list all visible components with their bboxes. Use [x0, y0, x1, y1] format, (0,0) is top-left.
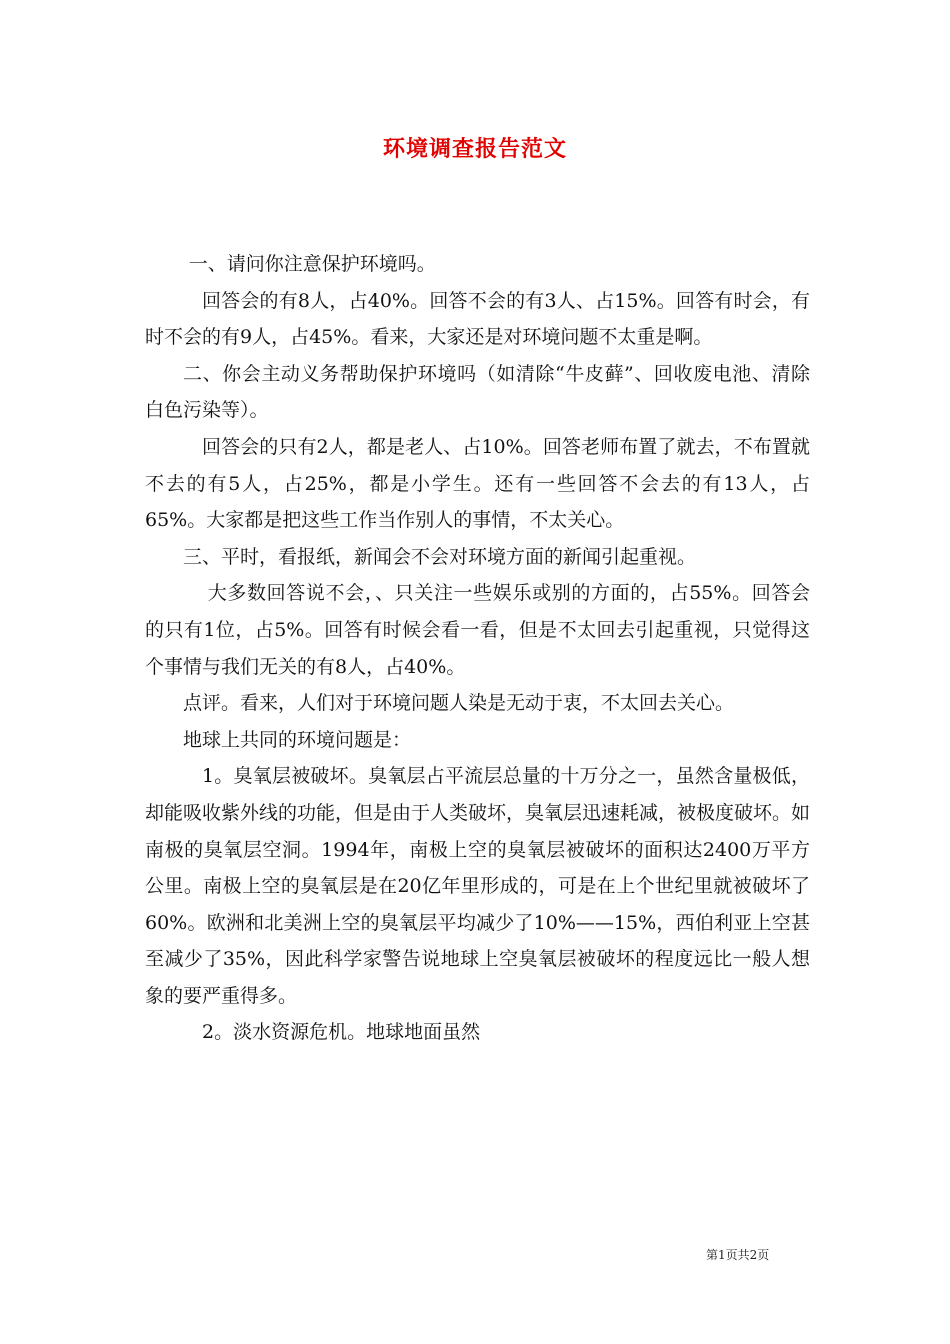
document-title: 环境调查报告范文 — [382, 136, 567, 162]
issue-freshwater: 2。淡水资源危机。地球地面虽然 — [202, 1021, 481, 1044]
answer-3: 大多数回答说不会，、只关注一些娱乐或别的方面的，占55%。回答会的只有1位，占5%。回答有时候会看一看，但是不太回去引起重视，只觉得这个事情与我们无关的有8人，占40%。 — [145, 582, 810, 678]
question-3: 三、平时，看报纸，新闻会不会对环境方面的新闻引起重视。 — [183, 545, 697, 568]
answer-2: 回答会的只有2人，都是老人、占10%。回答老师布置了就去，不布置就不去的有5人，占25%，都是小学生。还有一些回答不会去的有13人，占65%。大家都是把这些工作当作别人的事情，不太关心。 — [145, 435, 810, 532]
question-2: 二、你会主动义务帮助保护环境吗（如清除“牛皮藓”、回收废电池、清除白色污染等）。 — [145, 362, 810, 422]
issue-ozone: 1。臭氧层被破坏。臭氧层占平流层总量的十万分之一，虽然含量极低，却能吸收紫外线的功能，但是由于人类破坏，臭氧层迅速耗减，被极度破坏。如南极的臭氧层空洞。1994年，南极上空的臭氧层被破坏的面积达2400万平方公里。南极上空的臭氧层是在20亿年里形成的，可是在上个世纪里就被破坏了60%。欧洲和北美洲上空的臭氧层平均减少了10%——15%，西伯利亚上空甚至减少了35%，因此科学家警告说地球上空臭氧层被破坏的程度远比一般人想象的要严重得多。 — [145, 765, 811, 1007]
comment-paragraph: 点评。看来，人们对于环境问题人染是无动于衷，不太回去关心。 — [183, 692, 735, 715]
answer-1: 回答会的有8人，占40%。回答不会的有3人、占15%。回答有时会，有时不会的有9人，占45%。看来，大家还是对环境问题不太重是啊。 — [145, 289, 810, 349]
document-body — [145, 246, 810, 1051]
page-number-footer: 第1页共2页 — [706, 1248, 770, 1262]
question-1: 一、请问你注意保护环境吗。 — [188, 253, 436, 275]
global-issues-heading: 地球上共同的环境问题是： — [183, 728, 412, 751]
